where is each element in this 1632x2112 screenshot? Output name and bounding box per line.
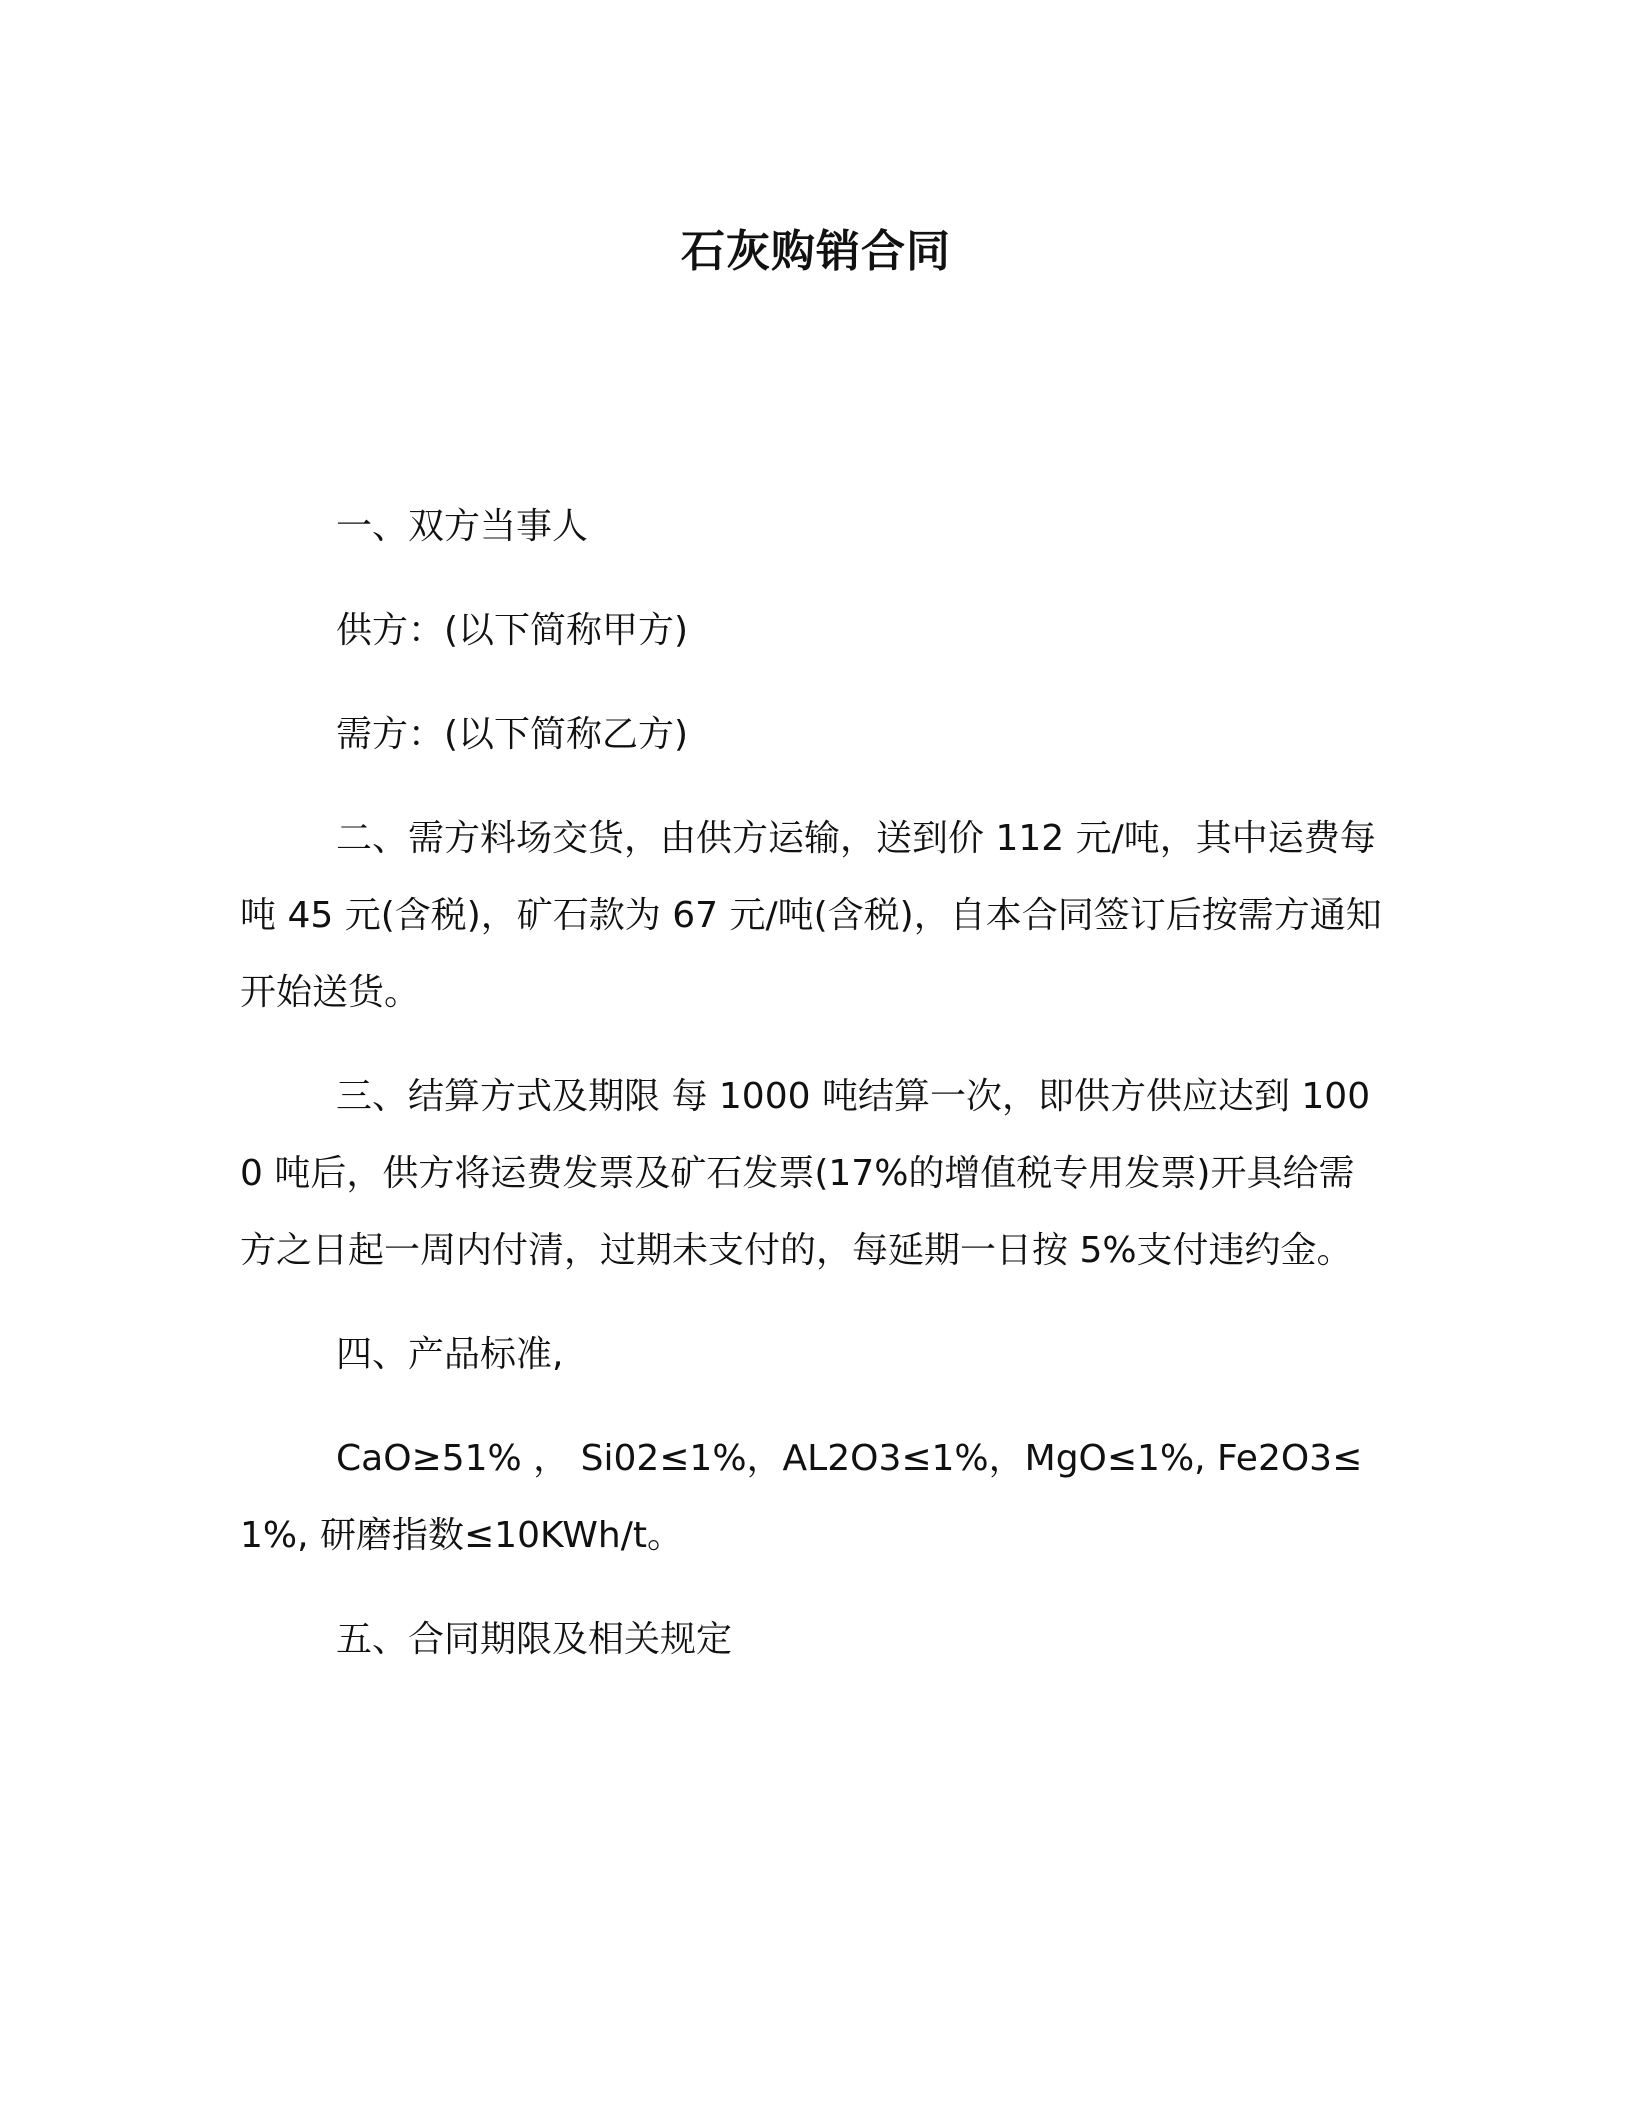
product-standard-heading: 四、产品标准, [336,1334,564,1375]
delivery-price-clause: 二、需方料场交货，由供方运输，送到价 112 元/吨，其中运费每吨 45 元(含税)，矿石款为 67 元/吨(含税)，自本合同签订后按需方通知开始送货。 [240,818,1382,1013]
document-body [240,488,1390,1678]
document-title: 石灰购销合同 [681,226,951,277]
product-standard-specs: CaO≥51% ， Si02≤1%，AL2O3≤1%，MgO≤1%, Fe2O3≤1%, 研磨指数≤10KWh/t。 [240,1438,1363,1556]
buyer-line: 需方：(以下简称乙方) [336,714,689,755]
contract-term-heading: 五、合同期限及相关规定 [336,1619,733,1660]
section-parties-heading: 一、双方当事人 [336,506,589,547]
settlement-clause: 三、结算方式及期限 每 1000 吨结算一次，即供方供应达到 1000 吨后，供方将运费发票及矿石发票(17%的增值税专用发票)开具给需方之日起一周内付清，过期未支付的，每延期一日按 5%支付违约金。 [240,1076,1371,1271]
supplier-line: 供方：(以下简称甲方) [336,610,689,651]
